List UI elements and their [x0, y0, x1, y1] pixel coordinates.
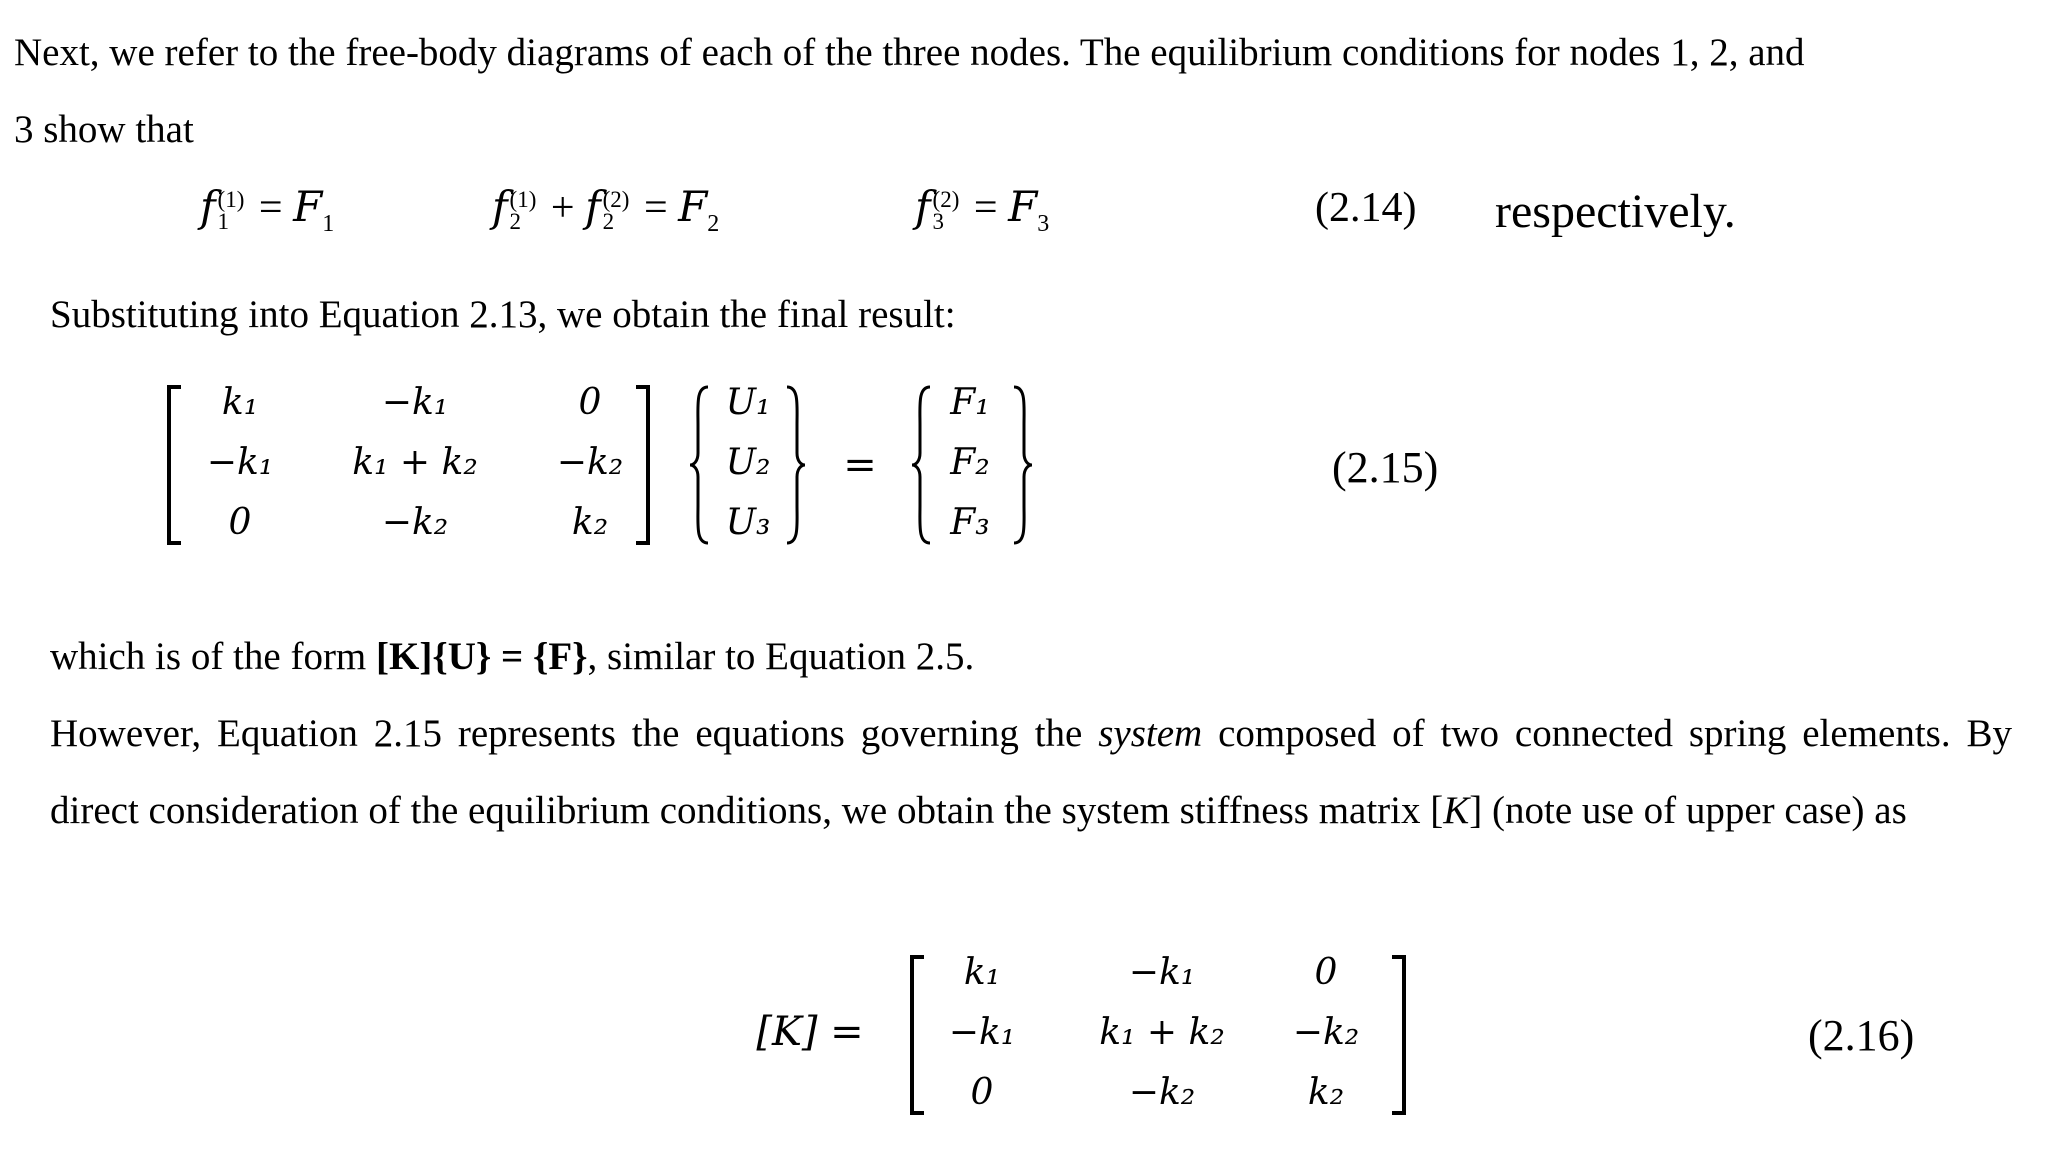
eq2-rhs: F — [678, 182, 708, 231]
equation-number-2-14: (2.14) — [1315, 185, 1417, 231]
k-matrix-cell: k₁ — [221, 382, 259, 423]
eq1-rhs-sub: 1 — [322, 211, 335, 237]
f-vector-entry: F₂ — [950, 442, 990, 483]
paragraph-however-part3: ] (note use of upper case) as — [1469, 789, 1907, 832]
k-matrix-cell: −k₁ — [1128, 952, 1196, 993]
k-matrix-cell: k₂ — [1307, 1072, 1345, 1113]
equals-sign: = — [258, 185, 283, 231]
k-matrix-cell: −k₁ — [381, 382, 449, 423]
k-matrix-cell: −k₂ — [381, 502, 449, 543]
k-matrix-cell: k₂ — [571, 502, 609, 543]
paragraph-intro-line1: Next, we refer to the free-body diagrams of each of the three nodes. The equilibrium conditions for nodes 1, 2, and — [14, 31, 1805, 74]
paragraph-form-suffix: , similar to Equation 2.5. — [587, 635, 975, 678]
k-matrix-cell: −k₁ — [206, 442, 274, 483]
eq1-sup: (1) — [217, 187, 245, 213]
matrix-left-bracket — [908, 955, 928, 1115]
matrix-right-bracket — [632, 385, 652, 545]
f-vector-entry: F₃ — [950, 502, 990, 543]
eq2-rhs-sub: 2 — [707, 211, 720, 237]
eq2-b-sub: 2 — [602, 209, 615, 235]
eq1-lhs: f — [200, 182, 216, 231]
eq2-a-sub: 2 — [509, 209, 522, 235]
eq1-rhs: F — [293, 182, 323, 231]
matrix-form-expression: [K]{U} = {F} — [376, 635, 588, 678]
eq2-b: f — [585, 182, 601, 231]
matrix-left-bracket — [165, 385, 185, 545]
paragraph-however-part1: However, Equation 2.15 represents the equations governing the — [50, 712, 1099, 755]
k-matrix-cell: k₁ — [963, 952, 1001, 993]
k-matrix-cell: 0 — [578, 382, 602, 423]
k-matrix-cell: −k₂ — [1292, 1012, 1360, 1053]
eq3-rhs: F — [1008, 182, 1038, 231]
emphasis-system: system — [1098, 712, 1203, 755]
equation-2-14 — [200, 182, 334, 238]
paragraph-however — [50, 695, 2012, 849]
equals-sign: = — [843, 442, 877, 488]
k-matrix-cell: −k₁ — [948, 1012, 1016, 1053]
equals-sign: = — [643, 185, 668, 231]
f-vector-entry: F₁ — [950, 382, 990, 423]
f-vector-right-brace — [1010, 385, 1034, 545]
plus-sign: + — [550, 185, 575, 231]
equals-sign: = — [973, 185, 998, 231]
eq2-a: f — [492, 182, 508, 231]
k-matrix-cell: −k₂ — [556, 442, 624, 483]
eq1-sub: 1 — [217, 209, 230, 235]
paragraph-however-part2: composed of two connected spring elements. By direct consideration of the equilibrium conditions, we obtain the system stiffness matrix [ — [50, 712, 2012, 832]
paragraph-substituting: Substituting into Equation 2.13, we obtain the final result: — [50, 293, 956, 336]
u-vector-entry: U₃ — [725, 502, 771, 543]
eq3-rhs-sub: 3 — [1037, 211, 1050, 237]
eq3-sub: 3 — [932, 209, 945, 235]
k-matrix-cell: k₁ + k₂ — [1099, 1012, 1225, 1053]
eq3-sup: (2) — [932, 187, 960, 213]
eq2-b-sup: (2) — [602, 187, 630, 213]
paragraph-form-prefix: which is of the form — [50, 635, 377, 678]
k-matrix-cell: −k₂ — [1128, 1072, 1196, 1113]
equation-number-2-15: (2.15) — [1332, 443, 1439, 492]
k-matrix-cell: 0 — [1314, 952, 1338, 993]
k-matrix-cell: k₁ + k₂ — [352, 442, 478, 483]
k-matrix-cell: 0 — [228, 502, 252, 543]
u-vector-entry: U₂ — [725, 442, 771, 483]
eq2-a-sup: (1) — [509, 187, 537, 213]
equation-2-14-second — [492, 182, 719, 238]
u-vector-left-brace — [688, 385, 712, 545]
equation-2-14-third — [915, 182, 1049, 238]
k-equals-lhs: [K] = — [756, 1009, 864, 1055]
eq3-lhs: f — [915, 182, 931, 231]
f-vector-left-brace — [910, 385, 934, 545]
k-matrix-cell: 0 — [970, 1072, 994, 1113]
paragraph-intro-line2: 3 show that — [14, 108, 194, 151]
u-vector-entry: U₁ — [725, 382, 771, 423]
equation-number-2-16: (2.16) — [1808, 1011, 1915, 1060]
matrix-right-bracket — [1388, 955, 1408, 1115]
respectively-text: respectively. — [1495, 185, 1736, 238]
u-vector-right-brace — [783, 385, 807, 545]
k-italic: K — [1443, 789, 1470, 832]
paragraph-form — [50, 618, 974, 695]
